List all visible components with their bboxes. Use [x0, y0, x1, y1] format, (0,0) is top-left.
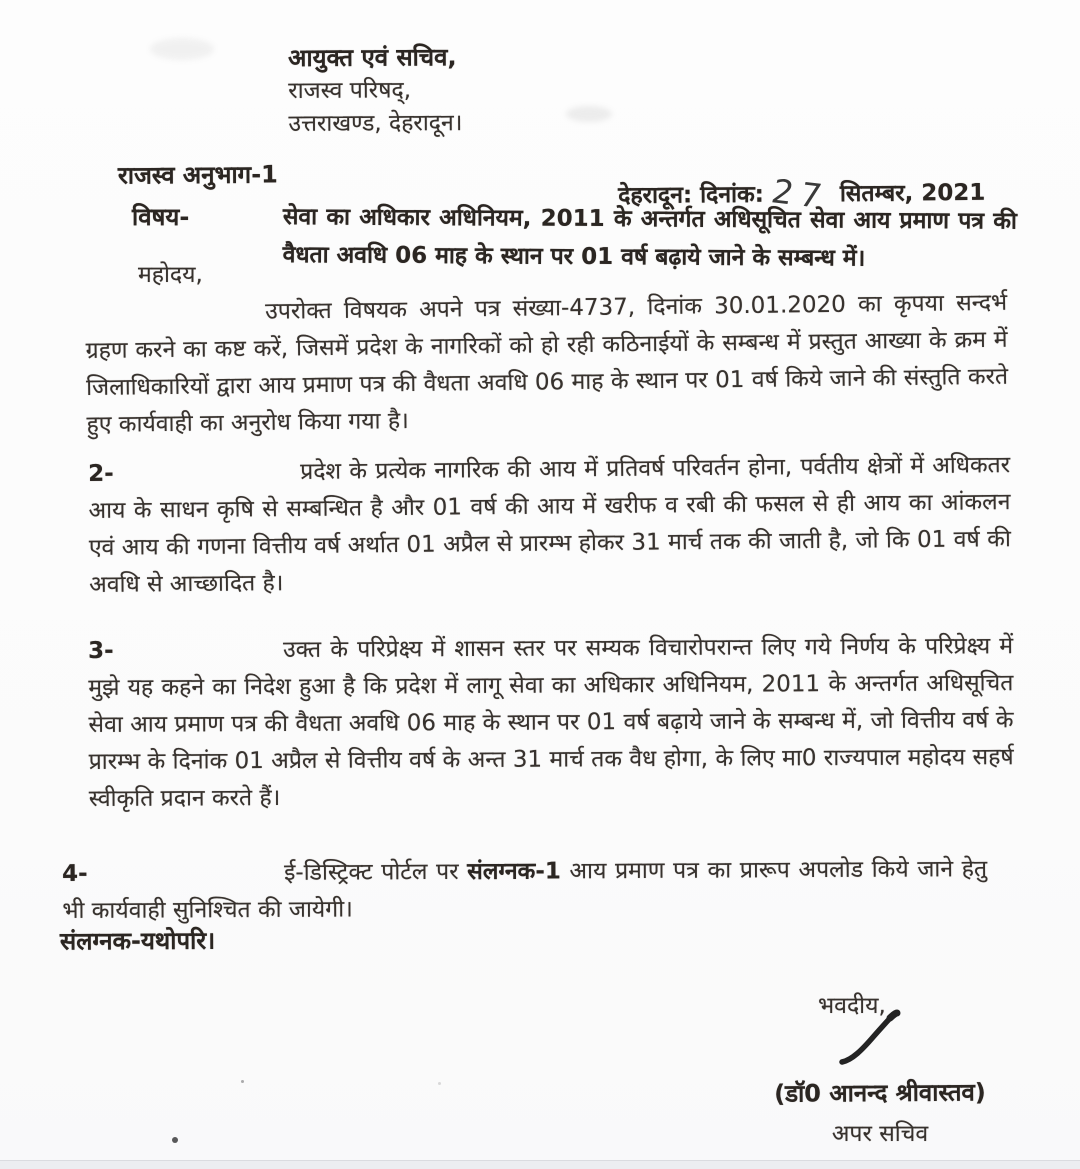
paragraph-1-text: उपरोक्त विषयक अपने पत्र संख्या-4737, दिनांक 30.01.2020 का कृपया सन्दर्भ ग्रहण करने का कष्ट करें, जिसमें प्रदेश के नागरिकों को हो रही कठिनाईयों के सम्बन्ध में प्रस्तुत आख्या के क्रम में जिलाधिकारियों द्वारा आय प्रमाण पत्र की वैधता अवधि 06 माह के स्थान पर 01 वर्ष किये जाने की संस्तुति करते हुए कार्यवाही का अनुरोध किया गया है।: [85, 289, 1009, 438]
signatory-name: (डॉ0 आनन्द श्रीवास्तव): [774, 1078, 986, 1108]
scan-smudge: [566, 106, 612, 122]
signature-icon: [828, 1006, 918, 1070]
paragraph-4-text-before: ई-डिस्ट्रिक्ट पोर्टल पर: [284, 858, 468, 886]
letterhead-board: राजस्व परिषद्,: [288, 77, 412, 104]
subject-label: विषय-: [132, 203, 190, 231]
paragraph-3-text: उक्त के परिप्रेक्ष्य में शासन स्तर पर सम्यक विचारोपरान्त लिए गये निर्णय के परिप्रेक्ष्य में मुझे यह कहने का निदेश हुआ है कि प्रदेश में लागू सेवा का अधिकार अधिनियम, 2011 के अन्तर्गत अधिसूचित सेवा आय प्रमाण पत्र की वैधता अवधि 06 माह के स्थान पर 01 वर्ष बढ़ाये जाने के सम्बन्ध में, जो वित्तीय वर्ष के प्रारम्भ के दिनांक 01 अप्रैल से वित्तीय वर्ष के अन्त 31 मार्च तक वैध होगा, के लिए मा0 राज्यपाल महोदय सहर्ष स्वीकृति प्रदान करते हैं।: [88, 633, 1014, 812]
letterhead-place: उत्तराखण्ड, देहरादून।: [288, 110, 463, 137]
subject-text: सेवा का अधिकार अधिनियम, 2011 के अन्तर्गत अधिसूचित सेवा आय प्रमाण पत्र की वैधता अवधि 06 माह के स्थान पर 01 वर्ष बढ़ाये जाने के सम्बन्ध में।: [282, 203, 1017, 272]
paragraph-2-number: 2-: [88, 460, 114, 487]
scan-smudge: [150, 38, 214, 60]
handwritten-day: 27: [767, 171, 832, 217]
paragraph-4: [62, 851, 987, 930]
valediction: भवदीय,: [818, 993, 886, 1019]
paragraph-3-number: 3-: [88, 637, 114, 664]
paragraph-4-enclosure-ref: संलग्नक-1: [467, 858, 561, 885]
dateline-prefix: देहरादून: दिनांक:: [618, 181, 765, 209]
ink-speck: [438, 1082, 441, 1085]
dateline-month-year: सितम्बर, 2021: [839, 179, 986, 208]
paragraph-1: [85, 285, 1009, 444]
paragraph-4-text-after: आय प्रमाण पत्र का प्रारूप अपलोड किये जाने हेतु भी कार्यवाही सुनिश्चित की जायेगी।: [62, 856, 988, 924]
paragraph-3: [88, 628, 1014, 818]
ink-speck: [241, 1080, 244, 1083]
enclosure-line: संलग्नक-यथोपरि।: [59, 926, 216, 956]
section-line: राजस्व अनुभाग-1: [117, 160, 278, 190]
scan-page-edge: [0, 1160, 1080, 1169]
paragraph-4-number: 4-: [62, 860, 88, 887]
ink-speck: [172, 1137, 178, 1143]
letterhead-office: आयुक्त एवं सचिव,: [288, 43, 457, 72]
paragraph-2: [88, 447, 1011, 604]
paragraph-2-text: प्रदेश के प्रत्येक नागरिक की आय में प्रतिवर्ष परिवर्तन होना, पर्वतीय क्षेत्रों में अधिकतर आय के साधन कृषि से सम्बन्धित है और 01 वर्ष की आय में खरीफ व रबी की फसल से ही आय का आंकलन एवं आय की गणना वित्तीय वर्ष अर्थात 01 अप्रैल से प्रारम्भ होकर 31 मार्च तक की जाती है, जो कि 01 वर्ष की अवधि से आच्छादित है।: [88, 452, 1011, 598]
salutation: महोदय,: [138, 262, 203, 288]
letterhead: [288, 41, 463, 141]
signature-stroke: [828, 1006, 918, 1070]
signatory-designation: अपर सचिव: [831, 1121, 929, 1147]
